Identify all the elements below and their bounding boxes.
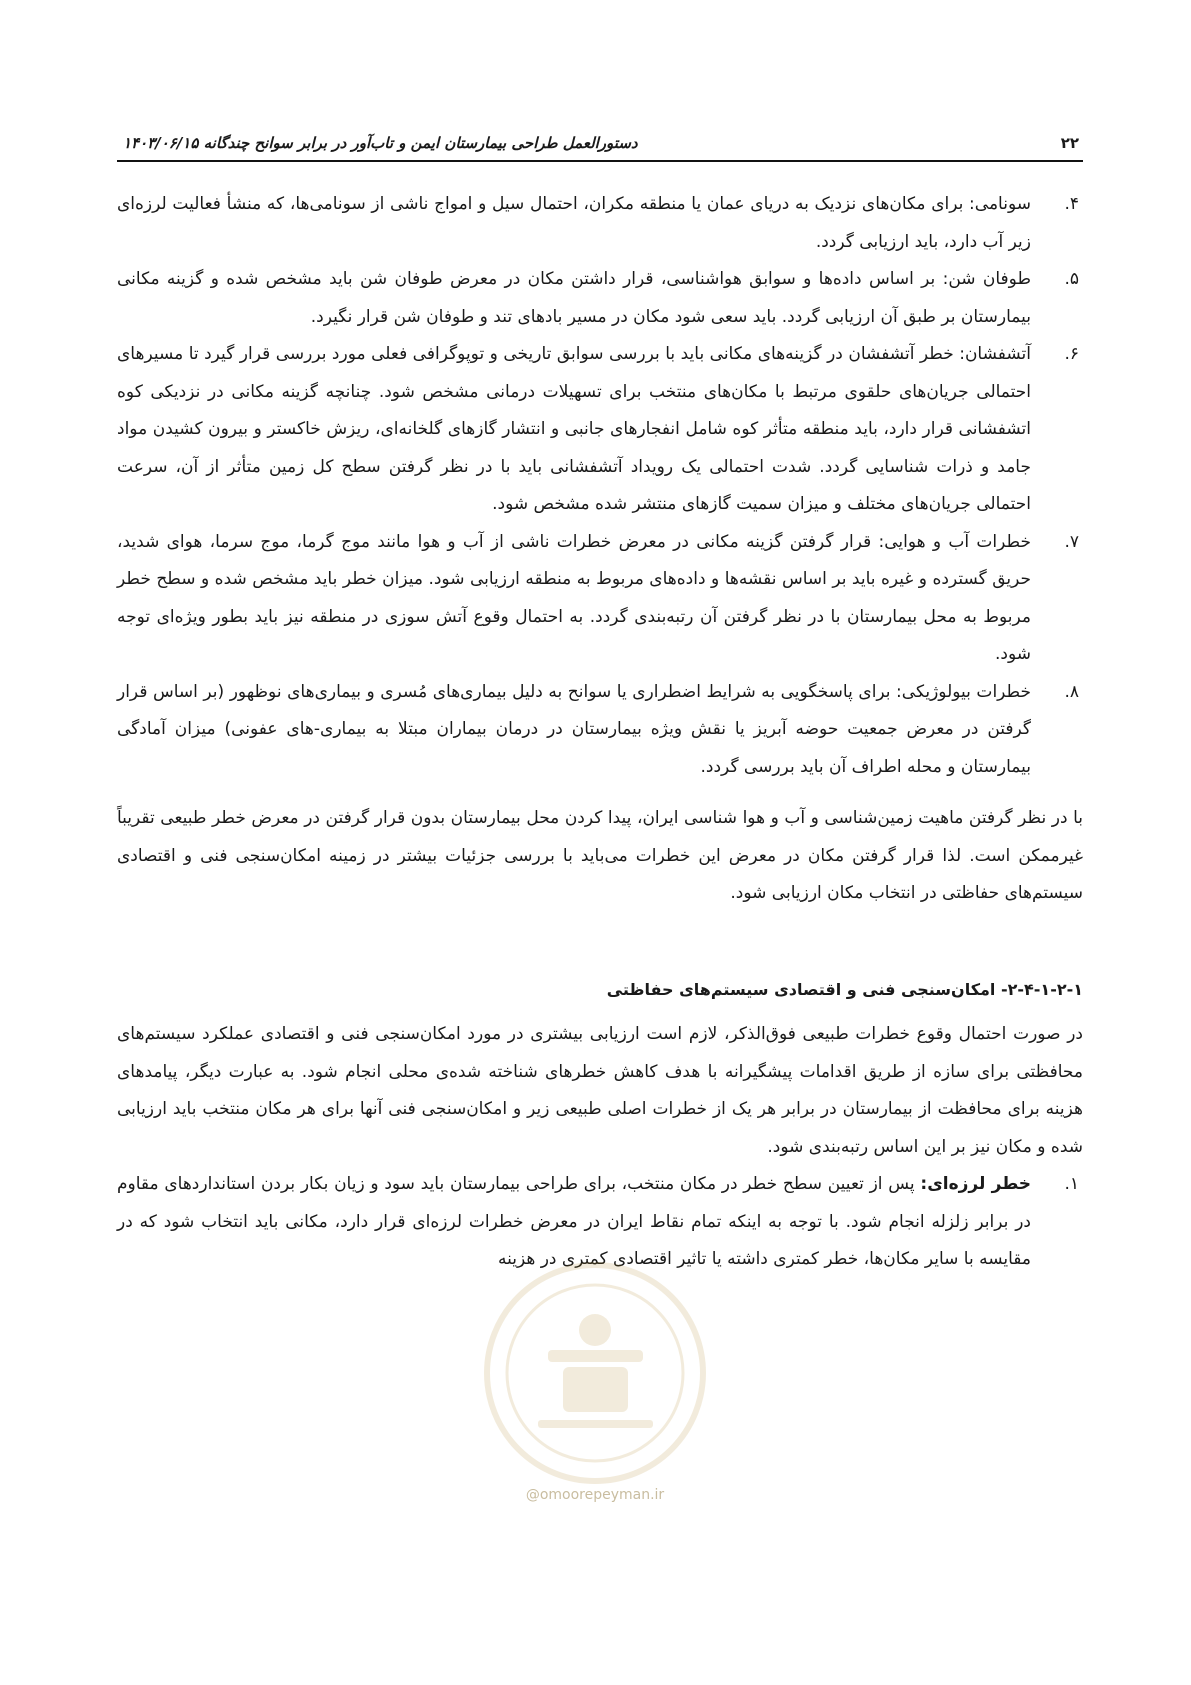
summary-paragraph: با در نظر گرفتن ماهیت زمین‌شناسی و آب و هوا شناسی ایران، پیدا کردن محل بیمارستان بدون قرار گرفتن در معرض خطر طبیعی تقریباً غیرممکن است. لذا قرار گرفتن مکان در معرض این خطرات می‌باید با بررسی جزئیات بیشتر در زمینه امکان‌سنجی فنی و اقتصادی سیستم‌های حفاظتی در انتخاب مکان ارزیابی شود. bbox=[117, 808, 1083, 903]
list-item-label: خطر لرزه‌ای: bbox=[920, 1174, 1032, 1194]
section-heading: ۲-۴-۱-۲-۱- امکان‌سنجی فنی و اقتصادی سیستم‌های حفاظتی bbox=[606, 979, 1083, 999]
list-item bbox=[117, 524, 1083, 674]
protection-list bbox=[117, 1166, 1083, 1279]
list-item-text: خطرات آب و هوایی: قرار گرفتن گزینه مکانی در معرض خطرات ناشی از آب و هوا مانند موج گرما، موج سرما، هوای شدید، حریق گسترده و غیره باید بر اساس نقشه‌ها و داده‌های مربوط به منطقه ارزیابی شود. میزان خطر باید مشخص شده و سطح خطر مربوط به محل بیمارستان با در نظر گرفتن آن رتبه‌بندی گردد. به احتمال وقوع آتش سوزی در منطقه نیز باید بطور ویژه‌ای توجه شود. bbox=[117, 531, 1031, 664]
list-item-number: ۶. bbox=[1064, 344, 1079, 364]
list-item-number: ۷. bbox=[1064, 531, 1079, 552]
page-body bbox=[117, 186, 1083, 1279]
list-item-number: ۵. bbox=[1064, 269, 1079, 289]
section-paragraph: در صورت احتمال وقوع خطرات طبیعی فوق‌الذکر، لازم است ارزیابی بیشتری در مورد امکان‌سنجی فنی و اقتصادی عملکرد سیستم‌های محافظتی برای سازه از طریق اقدامات پیشگیرانه با هدف کاهش خطرهای شناخته شده‌ی محلی انجام شود. به عبارت دیگر، پیامدهای هزینه برای محافظت از بیمارستان در برابر هر یک از خطرات اصلی طبیعی زیر و امکان‌سنجی فنی آنها برای هر مکان منتخب باید ارزیابی شده و مکان نیز بر این اساس رتبه‌بندی شود. bbox=[117, 1024, 1083, 1157]
list-item-text: سونامی: برای مکان‌های نزدیک به دریای عمان یا منطقه مکران، احتمال سیل و امواج ناشی از سونامی‌ها، که منشأ فعالیت لرزه‌ای زیر آب دارد، باید ارزیابی گردد. bbox=[117, 194, 1031, 252]
watermark-url: @omoorepeyman.ir bbox=[525, 1487, 665, 1503]
list-item-number: ۸. bbox=[1064, 681, 1079, 702]
list-item-body: پس از تعیین سطح خطر در مکان منتخب، برای طراحی بیمارستان باید سود و زیان بکار بردن استانداردهای مقاوم در برابر زلزله انجام شود. با توجه به اینکه تمام نقاط ایران در معرض خطرات لرزه‌ای قرار دارد، مکانی باید انتخاب شود که در مقایسه با سایر مکان‌ها، خطر کمتری داشته یا تاثیر اقتصادی کمتری در هزینه bbox=[117, 1174, 1031, 1269]
running-title: دستورالعمل طراحی بیمارستان ایمن و تاب‌آور در برابر سوانح چندگانه ۱۴۰۳/۰۶/۱۵ bbox=[123, 134, 638, 152]
list-item bbox=[117, 336, 1083, 524]
list-item-text: آتشفشان: خطر آتشفشان در گزینه‌های مکانی باید با بررسی سوابق تاریخی و توپوگرافی فعلی مورد بررسی قرار گیرد تا مسیرهای احتمالی جریان‌های حلقوی مرتبط با مکان‌های منتخب برای تسهیلات درمانی مشخص شود. چنانچه گزینه مکانی در نزدیکی کوه اتشفشانی قرار دارد، باید منطقه متأثر کوه شامل انفجارهای جانبی و انتشار گازهای گلخانه‌ای، ریزش خاکستر و بیرون کشیدن مواد جامد و ذرات شناسایی گردد. شدت احتمالی یک رویداد آتشفشانی باید با در نظر گرفتن سطح کل زمین متأثر از آن، سرعت احتمالی جریان‌های مختلف و میزان سمیت گازهای منتشر شده مشخص شود. bbox=[117, 344, 1031, 514]
list-item-text: خطرات بیولوژیکی: برای پاسخگویی به شرایط اضطراری یا سوانح به دلیل بیماری‌های مُسری و بیماری‌های نوظهور (بر اساس قرار گرفتن در معرض جمعیت حوضه آبریز یا نقش ویژه بیمارستان در درمان بیماران مبتلا به بیماری-های عفونی) میزان آمادگی بیمارستان و محله اطراف آن باید بررسی گردد. bbox=[117, 681, 1031, 777]
list-item-text: طوفان شن: بر اساس داده‌ها و سوابق هواشناسی، قرار داشتن مکان در معرض طوفان شن باید مشخص شده و گزینه مکانی بیمارستان بر طبق آن ارزیابی گردد. باید سعی شود مکان در مسیر بادهای تند و طوفان شن قرار نگیرد. bbox=[117, 269, 1031, 327]
list-item bbox=[117, 674, 1083, 787]
list-item bbox=[117, 1166, 1083, 1279]
list-item-number: ۱. bbox=[1064, 1174, 1079, 1194]
page-header bbox=[117, 128, 1083, 162]
seal-watermark-icon bbox=[478, 1255, 713, 1505]
list-item bbox=[117, 261, 1083, 336]
list-item-text bbox=[117, 1166, 1031, 1279]
list-item bbox=[117, 186, 1083, 261]
page-number: ۲۲ bbox=[1060, 134, 1079, 152]
spacer bbox=[117, 786, 1083, 800]
hazard-list bbox=[117, 186, 1083, 786]
list-item-number: ۴. bbox=[1064, 194, 1079, 214]
